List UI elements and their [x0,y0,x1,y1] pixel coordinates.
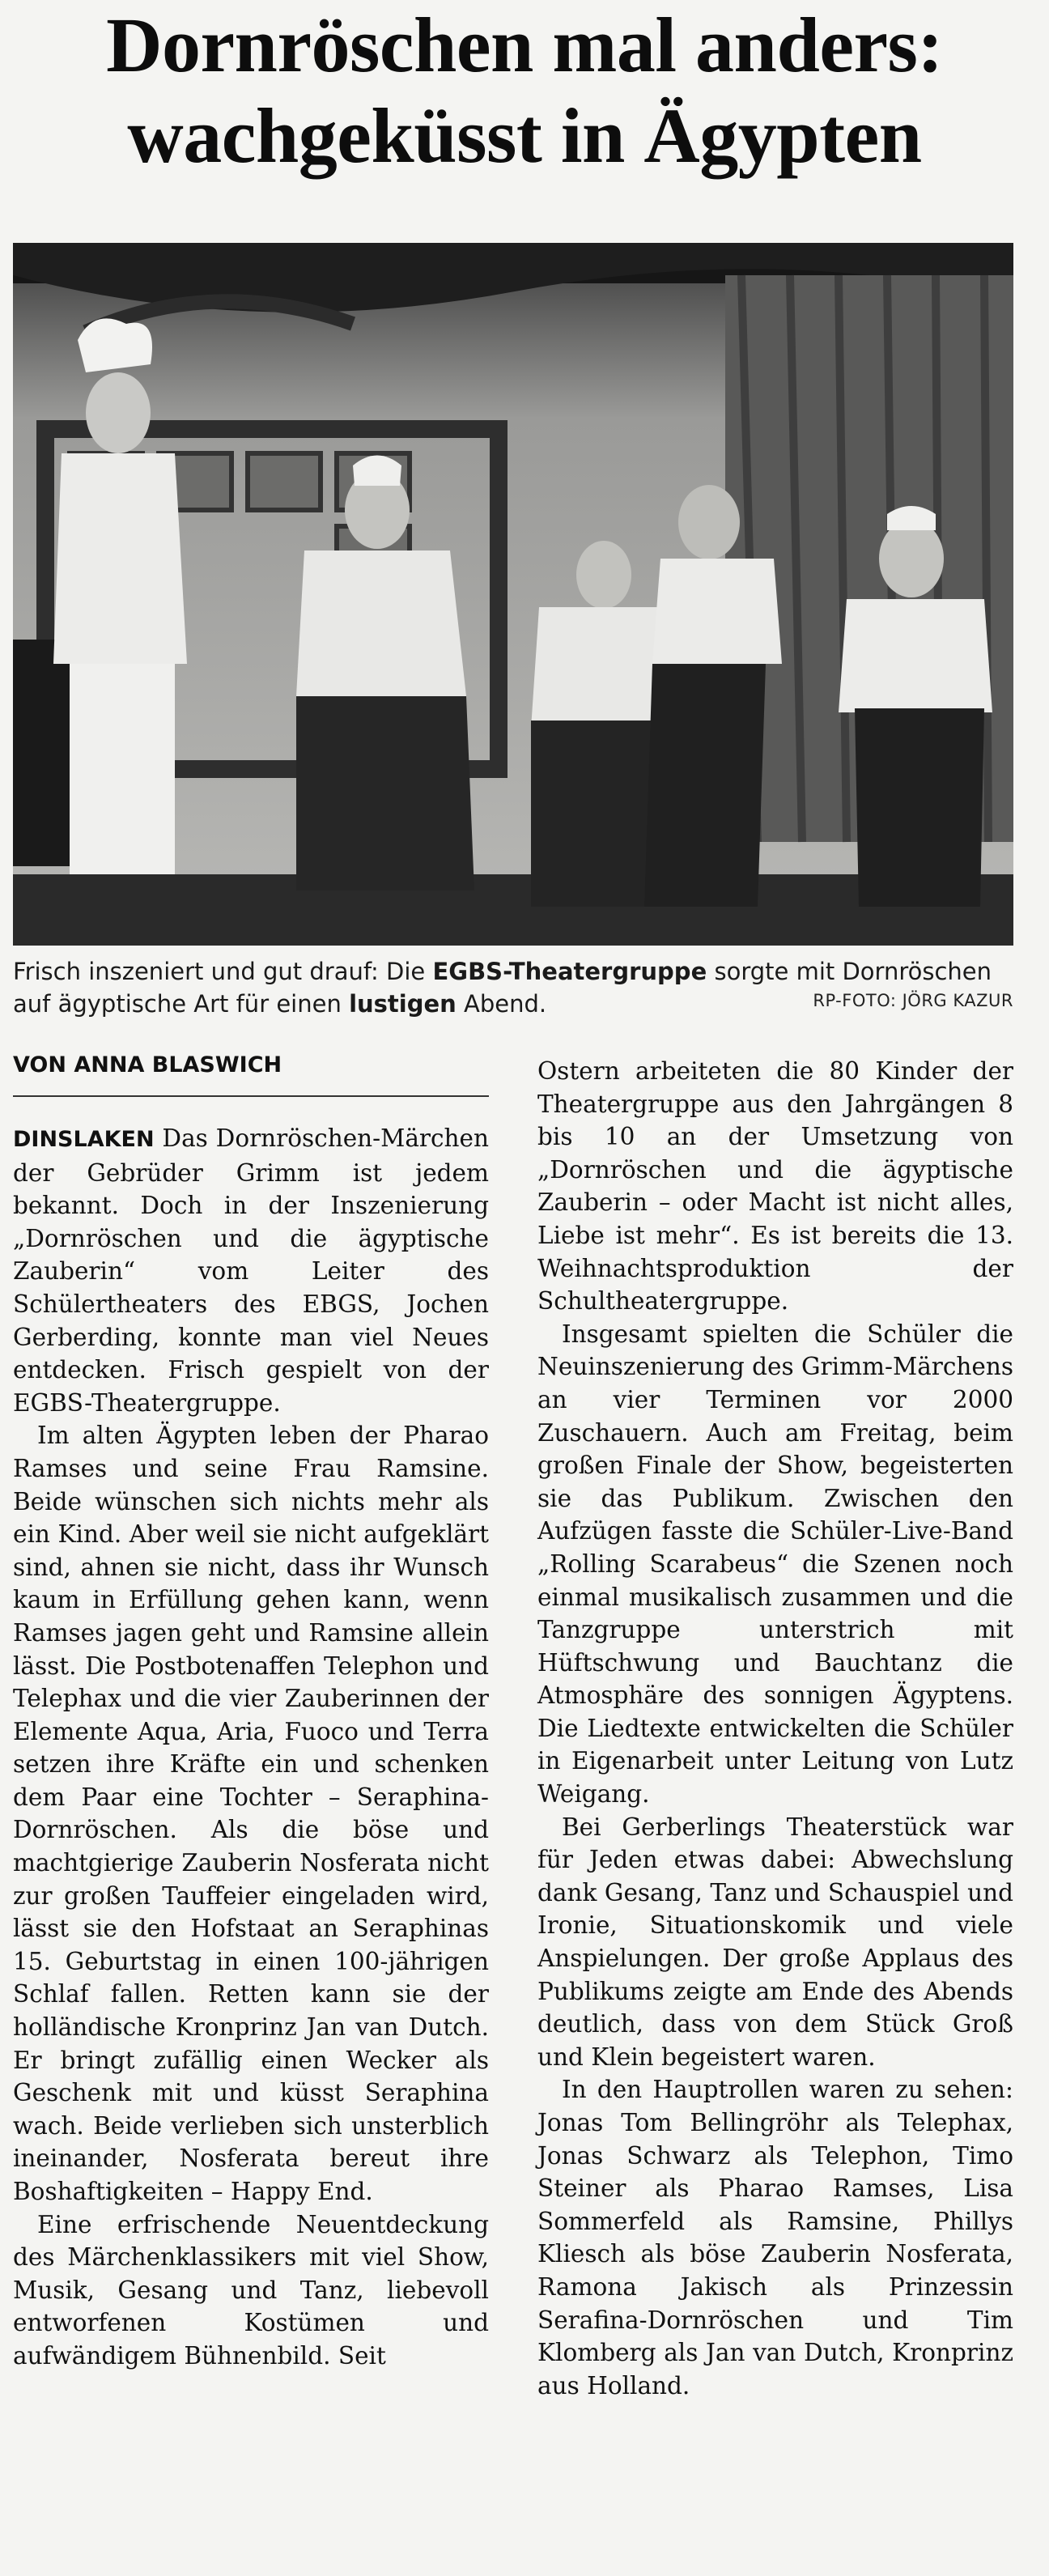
stage-photo-illustration [13,243,1013,946]
article-paragraph-4: Insgesamt spielten die Schüler die Neuinszenierung des Grimm-Märchens an vier Terminen vor 2000 Zuschauern. Auch am Freitag, beim großen Finale der Show, begeisterten sie das Publikum. Zwischen den Aufzügen fasste die Schüler-Live-Band „Rolling Scarabeus“ die Szenen noch einmal musikalisch zusammen und die Tanzgruppe unterstrich mit Hüftschwung und Bauchtanz die Atmosphäre des sonnigen Ägyptens. Die Liedtexte entwickelten die Schüler in Eigenarbeit unter Leitung von Lutz Weigang. [537,1320,1013,1809]
headline-line-2: wachgeküsst in Ägypten [127,92,922,179]
photo-credit: RP-FOTO: JÖRG KAZUR [813,991,1013,1010]
author-byline: VON ANNA BLASWICH [13,1052,489,1097]
stage-photo [13,243,1013,946]
article-paragraph-1 [13,1122,489,1419]
caption-text-3: Abend. [456,990,547,1018]
article-paragraph-3-end: Ostern arbeiteten die 80 Kinder der Theatergruppe aus den Jahrgängen 8 bis 10 an der Umsetzung von „Dornröschen und die ägyptische Zauberin – oder Macht ist nicht alles, Liebe ist mehr“. Es ist bereits die 13. Weihnachtsproduktion der Schultheatergruppe. [537,1057,1013,1316]
article-paragraph-5: Bei Gerberlings Theaterstück war für Jeden etwas dabei: Abwechslung dank Gesang, Tanz und Schauspiel und Ironie, Situationskomik und viele Anspielungen. Der große Applaus des Publikums zeigte am Ende des Abends deutlich, dass von dem Stück Groß und Klein begeistert waren. [537,1813,1013,2071]
caption-text-1: Frisch inszeniert und gut drauf: Die [13,958,433,985]
headline-line-1: Dornröschen mal anders: [106,2,943,88]
article-paragraph-3-start: Eine erfrischende Neuentdeckung des Märchenklassikers mit viel Show, Musik, Gesang und Tanz, liebevoll entworfenen Kostümen und aufwändigem Bühnenbild. Seit [13,2210,489,2370]
caption-bold-2: lustigen [349,990,457,1018]
caption-bold-1: EGBS-Theatergruppe [432,958,707,985]
caption-text-2: sorgte mit Dornröschen auf ägyptische Art für einen [13,958,992,1018]
dateline: DINSLAKEN [13,1127,155,1152]
article-column-right [537,1055,1013,2402]
paragraph-1-text: Das Dornröschen-Märchen der Gebrüder Grimm ist jedem bekannt. Doch in der Inszenierung „Dornröschen und die ägyptische Zauberin“ vom Leiter des Schülertheaters des EBGS, Jochen Gerberding, konnte man viel Neues entdecken. Frisch gespielt von der EGBS-Theatergruppe. [13,1124,489,1417]
article-paragraph-6: In den Hauptrollen waren zu sehen: Jonas Tom Bellingröhr als Telephax, Jonas Schwarz als Telephon, Timo Steiner als Pharao Ramses, Lisa Sommerfeld als Ramsine, Phillys Kliesch als böse Zauberin Nosferata, Ramona Jakisch als Prinzessin Serafina-Dornröschen und Tim Klomberg als Jan van Dutch, Kronprinz aus Holland. [537,2076,1013,2400]
article-column-left [13,1122,489,2373]
photo-caption [13,955,1013,1020]
article-paragraph-2: Im alten Ägypten leben der Pharao Ramses und seine Frau Ramsine. Beide wünschen sich nichts mehr als ein Kind. Aber weil sie nicht aufgeklärt sind, ahnen sie nicht, dass ihr Wunsch kaum in Erfüllung gehen kann, wenn Ramses jagen geht und Ramsine allein lässt. Die Postbotenaffen Telephon und Telephax und die vier Zauberinnen der Elemente Aqua, Aria, Fuoco und Terra setzen ihre Kräfte ein und schenken dem Paar eine Tochter – Seraphina-Dornröschen. Als die böse und machtgierige Zauberin Nosferata nicht zur großen Tauffeier eingeladen wird, lässt sie den Hofstaat an Seraphinas 15. Geburtstag in einen 100-jährigen Schlaf fallen. Retten kann sie der holländische Kronprinz Jan van Dutch. Er bringt zufällig einen Wecker als Geschenk mit und küsst Seraphina wach. Beide verlieben sich unsterblich ineinander, Nosferata bereut ihre Boshaftigkeiten – Happy End. [13,1422,489,2205]
